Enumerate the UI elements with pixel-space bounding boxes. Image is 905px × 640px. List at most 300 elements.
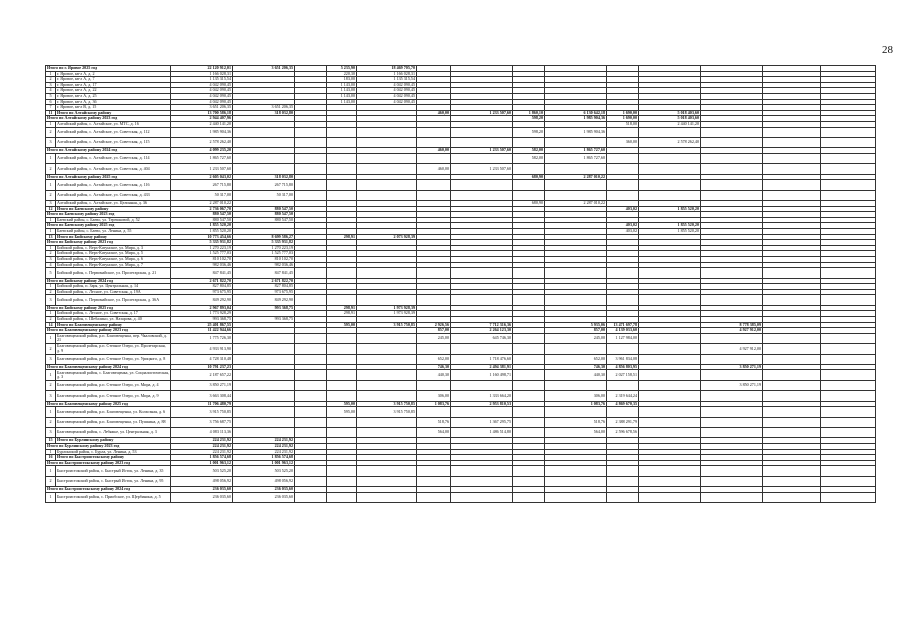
cell-value	[451, 344, 513, 354]
cell-value: 1 166 028,31	[171, 71, 233, 77]
row-label: Итого по Бурлинскому району	[56, 438, 171, 444]
cell-value	[821, 380, 876, 390]
cell-value: 2 073 928,39	[357, 234, 417, 240]
row-index: 5	[46, 93, 56, 99]
cell-value	[357, 190, 417, 200]
row-index: 3	[46, 295, 56, 305]
row-label: Итого по Алтайскому району 2023 год	[46, 116, 171, 122]
cell-value	[639, 466, 701, 476]
cell-value: 10 773 454,66	[171, 234, 233, 240]
cell-value	[639, 370, 701, 380]
cell-value	[639, 153, 701, 163]
cell-value: 827 804,85	[233, 284, 295, 290]
row-index: 2	[46, 164, 56, 174]
row-index: 1	[46, 449, 56, 455]
row-label: г. Яровое, кв-л В, д. 15	[56, 105, 171, 111]
cell-value	[701, 190, 763, 200]
cell-value: 1 855 520,20	[171, 229, 233, 235]
cell-value: 847 841,45	[171, 268, 233, 278]
cell-value	[357, 492, 417, 502]
cell-value: 224 231,92	[233, 449, 295, 455]
cell-value: 1 865 727,60	[545, 148, 607, 154]
cell-value: 4 856 803,95	[607, 364, 639, 370]
cell-value: 1 333 664,20	[451, 391, 513, 401]
row-label: Алтайский район, с. Алтайское, ул. Советская, д. 404	[56, 164, 171, 174]
cell-value	[295, 344, 327, 354]
cell-value	[327, 391, 357, 401]
cell-value: 440,30	[417, 370, 451, 380]
cell-value	[513, 380, 545, 390]
cell-value: 267 715,80	[171, 180, 233, 190]
cell-value: 5 335 931,82	[233, 240, 295, 246]
row-label: Быстроистокский район, с. Быстрый Исток, ул. Ленина, д. 35	[56, 466, 171, 476]
cell-value	[327, 428, 357, 438]
cell-value	[639, 180, 701, 190]
row-label: Итого по Благовещенскому району	[56, 322, 171, 328]
cell-value	[295, 180, 327, 190]
cell-value: 880 547,50	[233, 212, 295, 218]
cell-value: 973 675,95	[233, 289, 295, 295]
row-label: Итого по Бийскому району	[56, 234, 171, 240]
row-label: Итого по Благовещенскому району 2024 год	[46, 364, 171, 370]
cell-value: 1 160 498,71	[451, 370, 513, 380]
cell-value	[763, 333, 821, 343]
cell-value	[451, 190, 513, 200]
row-index: 1	[46, 180, 56, 190]
cell-value: 1 143,00	[327, 88, 357, 94]
cell-value	[821, 137, 876, 147]
cell-value: 847 841,45	[233, 268, 295, 278]
cell-value: 440,30	[545, 370, 607, 380]
cell-value: 236 035,60	[171, 492, 233, 502]
cell-value: 318 032,80	[233, 110, 295, 116]
table-row	[46, 492, 876, 502]
row-label: Алтайский район, с. Алтайское, ул. Советская, д. 433	[56, 190, 171, 200]
cell-value	[295, 354, 327, 364]
cell-value	[295, 391, 327, 401]
cell-value	[327, 137, 357, 147]
cell-value: 3 961 834,08	[607, 354, 639, 364]
cell-value: 2 953 810,53	[451, 401, 513, 407]
cell-value: 2 440 141,20	[171, 121, 233, 127]
cell-value: 460,00	[417, 148, 451, 154]
cell-value: 880 547,50	[233, 206, 295, 212]
row-index: 3	[46, 257, 56, 263]
cell-value	[821, 333, 876, 343]
cell-value: 3 915 750,85	[357, 407, 417, 417]
cell-value	[821, 190, 876, 200]
cell-value	[417, 137, 451, 147]
cell-value	[545, 295, 607, 305]
cell-value: 3 915 750,85	[171, 407, 233, 417]
cell-value: 8 778 385,09	[701, 322, 763, 328]
cell-value: 224 231,92	[171, 444, 233, 450]
cell-value	[639, 295, 701, 305]
cell-value	[513, 268, 545, 278]
cell-value	[545, 190, 607, 200]
table-row	[46, 428, 876, 438]
cell-value	[545, 268, 607, 278]
cell-value: 8 699 586,27	[233, 234, 295, 240]
cell-value	[639, 380, 701, 390]
row-index: 4	[46, 262, 56, 268]
cell-value	[607, 407, 639, 417]
cell-value	[295, 295, 327, 305]
row-label: Итого по Благовещенскому району 2023 год	[46, 328, 171, 334]
cell-value: 1 166 028,31	[357, 71, 417, 77]
cell-value	[545, 180, 607, 190]
cell-value	[357, 380, 417, 390]
cell-value	[763, 127, 821, 137]
cell-value: 1 718 476,60	[451, 354, 513, 364]
cell-value	[233, 391, 295, 401]
table-body	[46, 66, 876, 503]
cell-value	[357, 137, 417, 147]
cell-value: 652,00	[417, 354, 451, 364]
row-label: Бийский район, с. Лесное, ул. Советская, д. 19А	[56, 289, 171, 295]
cell-value	[607, 476, 639, 486]
table-row	[46, 164, 876, 174]
cell-value	[763, 476, 821, 486]
cell-value: 1 083,76	[545, 401, 607, 407]
cell-value	[295, 466, 327, 476]
cell-value: 993 368,75	[171, 316, 233, 322]
cell-value	[327, 333, 357, 343]
row-label: Бийский район, с. Верх-Катунское, ул. Мира, д. 5	[56, 251, 171, 257]
cell-value	[327, 344, 357, 354]
cell-value: 245,00	[545, 333, 607, 343]
row-index: 2	[46, 127, 56, 137]
cell-value	[639, 344, 701, 354]
table-row	[46, 466, 876, 476]
cell-value	[701, 268, 763, 278]
cell-value: 564,00	[545, 428, 607, 438]
cell-value: 1 773 928,29	[171, 311, 233, 317]
row-label: Итого по г. Яровое 2025 год	[46, 66, 171, 72]
cell-value: 1 855 520,20	[171, 223, 233, 229]
cell-value	[357, 476, 417, 486]
cell-value	[357, 268, 417, 278]
cell-value	[357, 391, 417, 401]
cell-value: 518,00	[607, 121, 639, 127]
cell-value	[295, 476, 327, 486]
row-label: Благовещенский район, р.п. Степное Озеро, ул. Урицкого, д. 8	[56, 354, 171, 364]
cell-value: 3 663 308,44	[171, 391, 233, 401]
cell-value	[513, 180, 545, 190]
cell-value	[513, 344, 545, 354]
row-index: 2	[46, 289, 56, 295]
cell-value: 1 855 520,20	[639, 229, 701, 235]
cell-value: 220,30	[327, 71, 357, 77]
cell-value: 746,30	[545, 364, 607, 370]
cell-value: 498 056,92	[233, 476, 295, 486]
cell-value	[513, 164, 545, 174]
cell-value	[357, 164, 417, 174]
cell-value	[295, 417, 327, 427]
cell-value: 993 368,75	[233, 305, 295, 311]
cell-value: 3 850 271,19	[701, 380, 763, 390]
cell-value: 1 855 520,20	[639, 206, 701, 212]
cell-value	[513, 391, 545, 401]
cell-value: 11 422 944,66	[171, 328, 233, 334]
row-label: Бийский район, с. Верх-Катунское, ул. Мира, д. 6	[56, 257, 171, 263]
cell-value: 2 967 893,04	[171, 305, 233, 311]
cell-value: 1 865 727,60	[545, 153, 607, 163]
cell-value: 460,00	[417, 164, 451, 174]
row-index: 1	[46, 71, 56, 77]
cell-value: 306,00	[545, 391, 607, 401]
cell-value	[701, 127, 763, 137]
cell-value	[233, 137, 295, 147]
cell-value	[701, 476, 763, 486]
row-label: Итого по Бийскому району 2025 год	[46, 305, 171, 311]
row-label: Итого по Благовещенскому району 2025 год	[46, 401, 171, 407]
cell-value: 4 042 090,45	[357, 88, 417, 94]
cell-value	[357, 417, 417, 427]
cell-value	[233, 344, 295, 354]
row-index: 1	[46, 153, 56, 163]
cell-value: 298,91	[327, 311, 357, 317]
cell-value	[763, 354, 821, 364]
cell-value	[295, 370, 327, 380]
cell-value: 1 865 727,60	[171, 153, 233, 163]
cell-value	[451, 180, 513, 190]
cell-value	[233, 380, 295, 390]
cell-value: 1 143,00	[327, 93, 357, 99]
cell-value: 7 712 316,36	[451, 322, 513, 328]
cell-value	[763, 180, 821, 190]
cell-value: 1 135 315,54	[171, 77, 233, 83]
cell-value	[607, 380, 639, 390]
cell-value: 518,76	[545, 417, 607, 427]
cell-value	[327, 268, 357, 278]
cell-value: 4 042 090,45	[357, 99, 417, 105]
cell-value	[233, 428, 295, 438]
row-label: Бийский район, с. Верх-Катунское, ул. Мира, д. 7	[56, 262, 171, 268]
cell-value	[327, 370, 357, 380]
cell-value: 236 035,60	[171, 487, 233, 493]
table-row	[46, 137, 876, 147]
row-label: Бийский район, с. Шебалино, ул. Назарова, д. 40	[56, 316, 171, 322]
cell-value	[763, 295, 821, 305]
row-index: 1	[46, 245, 56, 251]
cell-value: 460,00	[417, 110, 451, 116]
cell-value	[639, 164, 701, 174]
row-label: г. Яровое, кв-л А, д. 7	[56, 77, 171, 83]
cell-value: 6 130 642,18	[545, 110, 607, 116]
row-label: г. Яровое, кв-л А, д. 17	[56, 82, 171, 88]
cell-value: 5 235,90	[327, 66, 357, 72]
table-row	[46, 370, 876, 380]
cell-value	[763, 407, 821, 417]
cell-value: 403,02	[607, 223, 639, 229]
cell-value	[513, 190, 545, 200]
cell-value: 518,76	[417, 417, 451, 427]
cell-value	[639, 428, 701, 438]
cell-value: 10 791 237,23	[171, 364, 233, 370]
cell-value	[821, 417, 876, 427]
cell-value	[545, 492, 607, 502]
cell-value: 1 525 777,03	[171, 251, 233, 257]
row-label: Итого по Быстроистокскому району 2024 год	[46, 487, 171, 493]
cell-value	[763, 137, 821, 147]
cell-value	[295, 190, 327, 200]
cell-value: 3 915 750,85	[357, 401, 417, 407]
cell-value	[701, 428, 763, 438]
cell-value	[607, 268, 639, 278]
cell-value: 2 605 043,02	[171, 174, 233, 180]
row-index: 3	[46, 391, 56, 401]
cell-value: 318 032,80	[233, 174, 295, 180]
cell-value: 25 401 867,55	[171, 322, 233, 328]
row-label: Бурлинский район, с. Бурла, ул. Ленина, д. 53	[56, 449, 171, 455]
cell-value	[233, 370, 295, 380]
row-label: Благовещенский район, р.п. Степное Озеро, ул. Пролетарская, д. 9	[56, 344, 171, 354]
cell-value	[451, 466, 513, 476]
row-index: 14	[46, 322, 56, 328]
cell-value	[639, 391, 701, 401]
cell-value	[545, 466, 607, 476]
cell-value	[513, 476, 545, 486]
cell-value: 982 036,46	[171, 262, 233, 268]
row-label: Алтайский район, с. Алтайское, ул. Советская, д. 112	[56, 127, 171, 137]
cell-value: 5 018 403,60	[639, 116, 701, 122]
cell-value	[417, 407, 451, 417]
cell-value: 3 850 271,19	[701, 364, 763, 370]
cell-value: 1 270 223,19	[233, 245, 295, 251]
cell-value: 1 233 507,60	[171, 164, 233, 174]
cell-value	[763, 492, 821, 502]
row-label: г. Яровое, кв-л А, д. 25	[56, 93, 171, 99]
cell-value: 1 860,10	[513, 110, 545, 116]
cell-value: 973 675,95	[171, 289, 233, 295]
cell-value	[357, 466, 417, 476]
cell-value	[607, 180, 639, 190]
cell-value	[295, 164, 327, 174]
table-row	[46, 476, 876, 486]
row-label: Благовещенский район, с. Благовещенка, ул. Социалистическая, д. 3	[57, 369, 169, 380]
cell-value: 680,90	[513, 174, 545, 180]
cell-value	[417, 295, 451, 305]
cell-value	[295, 492, 327, 502]
cell-value	[763, 153, 821, 163]
cell-value	[417, 492, 451, 502]
row-label: Итого по Бийскому району 2023 год	[46, 240, 171, 246]
cell-value: 4 042 090,45	[171, 99, 233, 105]
cell-value	[233, 407, 295, 417]
cell-value	[451, 380, 513, 390]
cell-value: 2 388 291,79	[607, 417, 639, 427]
cell-value: 2 596 678,56	[607, 428, 639, 438]
cell-value: 403,02	[607, 229, 639, 235]
table-row	[46, 190, 876, 200]
cell-value: 1 985 904,36	[545, 116, 607, 122]
cell-value	[639, 333, 701, 343]
cell-value: 2 736 067,70	[171, 206, 233, 212]
cell-value	[417, 180, 451, 190]
cell-value	[607, 127, 639, 137]
row-label: Алтайский район, с. Алтайское, ул. Советская, д. 115	[56, 137, 171, 147]
cell-value	[513, 492, 545, 502]
row-index: 1	[46, 407, 56, 417]
cell-value	[295, 268, 327, 278]
cell-value	[639, 268, 701, 278]
cell-value	[701, 164, 763, 174]
row-index: 2	[46, 344, 56, 354]
cell-value	[763, 391, 821, 401]
cell-value: 1 001 963,12	[233, 460, 295, 466]
row-index: 7	[46, 105, 56, 111]
cell-value	[513, 333, 545, 343]
cell-value	[233, 153, 295, 163]
row-index: 12	[46, 206, 56, 212]
cell-value	[451, 268, 513, 278]
cell-value: 4 927 912,00	[701, 344, 763, 354]
cell-value: 1 127 984,00	[607, 333, 639, 343]
cell-value	[357, 428, 417, 438]
cell-value: 3 651 206,35	[233, 105, 295, 111]
cell-value: 5 018 403,60	[639, 110, 701, 116]
cell-value	[701, 492, 763, 502]
cell-value: 1 973 928,39	[357, 305, 417, 311]
cell-value	[513, 407, 545, 417]
row-index: 1	[46, 229, 56, 235]
cell-value: 183,00	[327, 77, 357, 83]
cell-value	[233, 354, 295, 364]
cell-value: 849 292,90	[171, 295, 233, 305]
cell-value	[357, 370, 417, 380]
cell-value: 857,00	[545, 328, 607, 334]
cell-value: 11 706 480,79	[171, 401, 233, 407]
cell-value: 224 231,92	[233, 438, 295, 444]
cell-value: 746,30	[417, 364, 451, 370]
cell-value: 1 083,76	[417, 401, 451, 407]
cell-value: 236 035,60	[233, 492, 295, 502]
row-label: Баевский район, с. Баево, ул. Ленина, д. 55	[56, 229, 171, 235]
cell-value: 595,00	[327, 401, 357, 407]
cell-value: 652,00	[545, 354, 607, 364]
row-index: 5	[46, 268, 56, 278]
cell-value: 1 973 928,39	[357, 311, 417, 317]
cell-value	[513, 417, 545, 427]
cell-value	[295, 407, 327, 417]
row-label: Благовещенский район, р.п. Благовещенка, ул. Колхозная, д. 6	[56, 407, 171, 417]
cell-value: 360,00	[607, 137, 639, 147]
cell-value	[639, 354, 701, 364]
cell-value	[417, 190, 451, 200]
cell-value	[639, 476, 701, 486]
row-index: 2	[46, 190, 56, 200]
row-index: 16	[46, 455, 56, 461]
cell-value	[639, 492, 701, 502]
cell-value	[701, 137, 763, 147]
cell-value: 810 102,70	[171, 257, 233, 263]
cell-value: 857,00	[417, 328, 451, 334]
cell-value: 2 187 657,22	[171, 370, 233, 380]
cell-value: 498 056,92	[171, 476, 233, 486]
cell-value	[357, 127, 417, 137]
cell-value	[295, 428, 327, 438]
cell-value	[701, 333, 763, 343]
cell-value: 245,00	[417, 333, 451, 343]
row-index: 2	[46, 316, 56, 322]
cell-value	[295, 137, 327, 147]
row-label: Баевский район, с. Баево, ул. Терешковой, д. 52	[56, 217, 171, 223]
cell-value: 3 651 206,35	[171, 105, 233, 111]
cell-value	[545, 380, 607, 390]
row-index: 3	[46, 354, 56, 364]
cell-value	[639, 127, 701, 137]
